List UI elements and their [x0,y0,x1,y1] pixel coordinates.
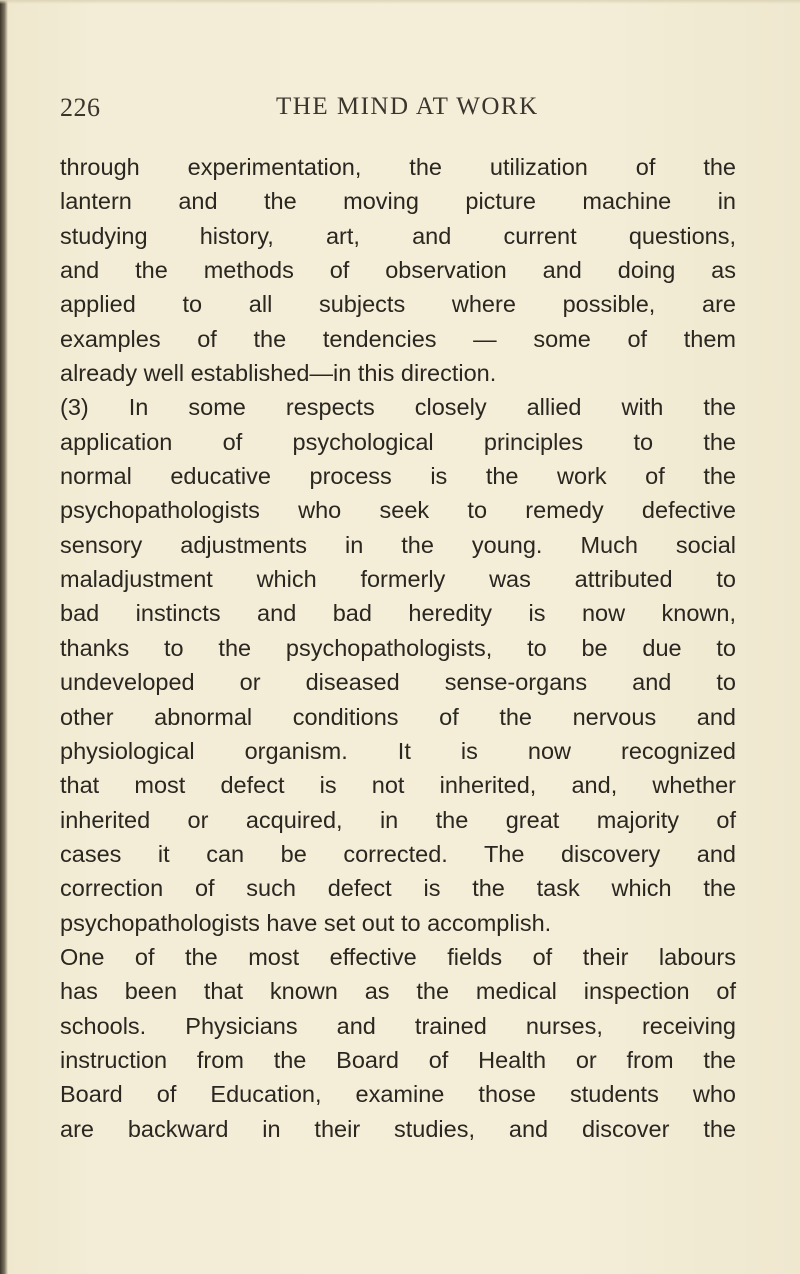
page-number: 226 [60,93,101,122]
text-line: and the methods of observation and doing as [60,257,736,284]
text-line: cases it can be corrected. The discovery and [60,840,736,867]
text-line: applied to all subjects where possible, are [60,291,736,318]
text-line: other abnormal conditions of the nervous and [60,703,736,730]
text-line: physiological organism. It is now recognized [60,737,736,764]
running-head: THE MIND AT WORK [276,93,539,120]
text-line: (3) In some respects closely allied with the [60,394,736,421]
text-line: psychopathologists who seek to remedy defective [60,497,736,524]
page-binding-shadow [0,0,8,1274]
text-line: that most defect is not inherited, and, whether [60,772,736,799]
text-line: through experimentation, the utilization of the [60,154,736,180]
text-line: instruction from the Board of Health or from the [60,1046,736,1073]
text-line: are backward in their studies, and discover the [60,1115,736,1142]
text-line: has been that known as the medical inspection of [60,978,736,1005]
text-line: One of the most effective fields of their labours [60,943,736,970]
page-top-edge [0,0,800,4]
text-line: examples of the tendencies — some of them [60,325,736,352]
page-header [0,93,800,127]
text-line: schools. Physicians and trained nurses, receiving [60,1012,736,1039]
text-line: normal educative process is the work of the [60,463,736,490]
text-line: studying history, art, and current questions, [60,222,736,249]
text-line: correction of such defect is the task which the [60,875,736,902]
text-line: already well established—in this direction. [60,360,497,387]
text-line: bad instincts and bad heredity is now known, [60,600,736,627]
text-line: Board of Education, examine those students who [60,1081,736,1108]
text-line: maladjustment which formerly was attributed to [60,566,736,593]
text-line: inherited or acquired, in the great majority of [60,806,736,833]
body-text [60,150,736,1146]
text-line: thanks to the psychopathologists, to be due to [60,634,736,661]
text-line: psychopathologists have set out to accomplish. [60,909,552,936]
text-line: application of psychological principles to the [60,428,736,455]
text-line: sensory adjustments in the young. Much social [60,531,736,558]
text-line: lantern and the moving picture machine in [60,188,736,215]
text-line: undeveloped or diseased sense-organs and to [60,669,736,696]
